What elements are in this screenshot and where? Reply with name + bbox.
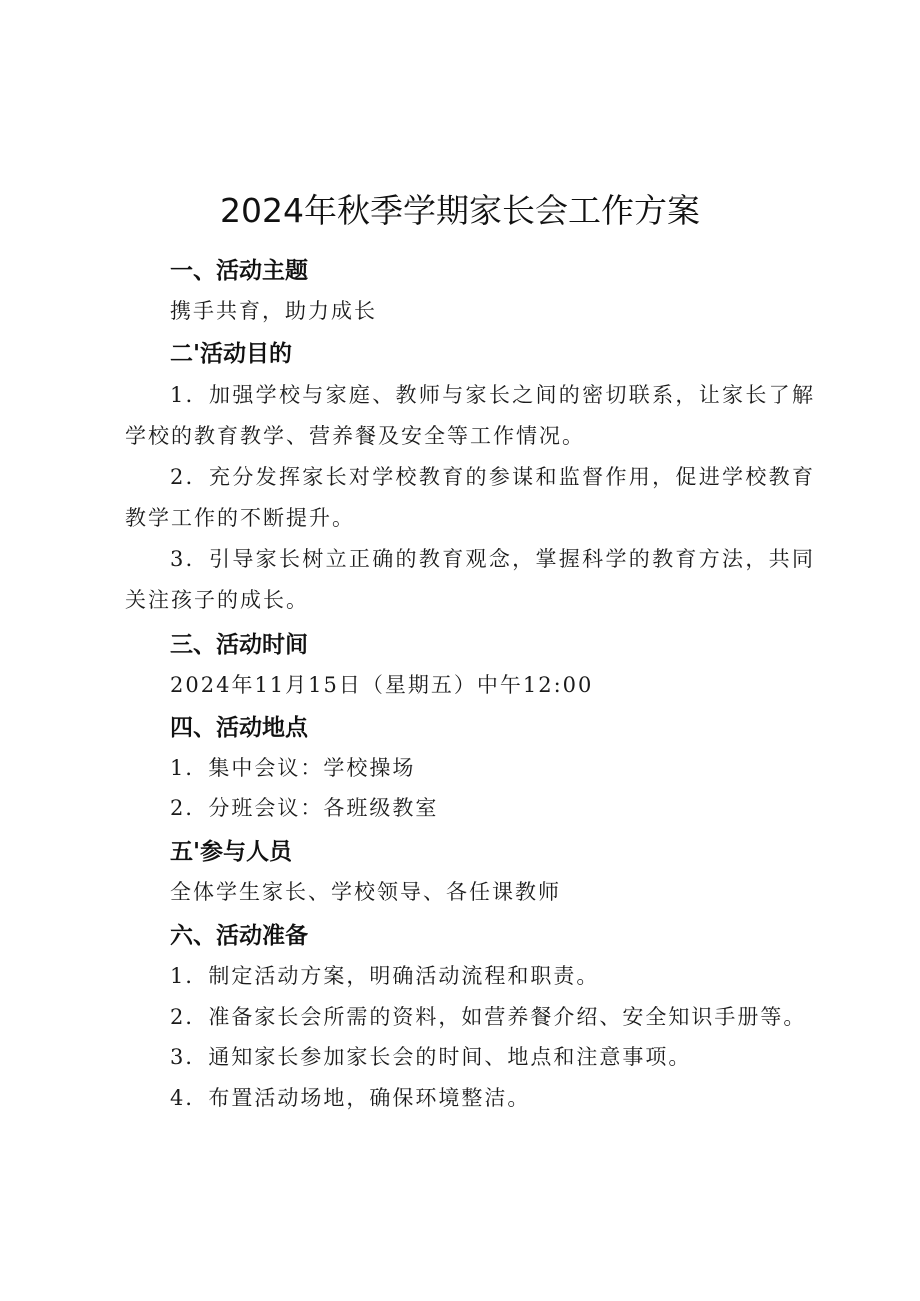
purpose-item-3: 3．引导家长树立正确的教育观念，掌握科学的教育方法，共同关注孩子的成长。 xyxy=(125,547,815,612)
document-title: 2024年秋季学期家长会工作方案 xyxy=(220,191,700,230)
purpose-item-1: 1．加强学校与家庭、教师与家长之间的密切联系，让家长了解学校的教育教学、营养餐及安全等工作情况。 xyxy=(125,383,815,448)
location-item-1: 1．集中会议：学校操场 xyxy=(170,756,416,780)
section-heading-location: 四、活动地点 xyxy=(170,715,308,741)
preparation-item-4: 4．布置活动场地，确保环境整洁。 xyxy=(170,1086,531,1110)
preparation-item-1: 1．制定活动方案，明确活动流程和职责。 xyxy=(170,964,600,988)
section-heading-time: 三、活动时间 xyxy=(170,632,308,658)
preparation-item-3: 3．通知家长参加家长会的时间、地点和注意事项。 xyxy=(170,1045,692,1069)
section-heading-theme: 一、活动主题 xyxy=(170,258,308,284)
section-heading-participants: 五'参与人员 xyxy=(170,839,293,865)
time-text: 2024年11月15日（星期五）中午12:00 xyxy=(170,673,594,697)
participants-text: 全体学生家长、学校领导、各任课教师 xyxy=(170,880,561,904)
theme-text: 携手共育，助力成长 xyxy=(170,299,377,323)
preparation-item-2: 2．准备家长会所需的资料，如营养餐介绍、安全知识手册等。 xyxy=(170,1005,807,1029)
location-item-2: 2．分班会议：各班级教室 xyxy=(170,796,439,820)
purpose-item-2: 2．充分发挥家长对学校教育的参谋和监督作用，促进学校教育教学工作的不断提升。 xyxy=(125,465,815,530)
section-heading-purpose: 二'活动目的 xyxy=(170,341,293,367)
section-heading-preparation: 六、活动准备 xyxy=(170,923,308,949)
